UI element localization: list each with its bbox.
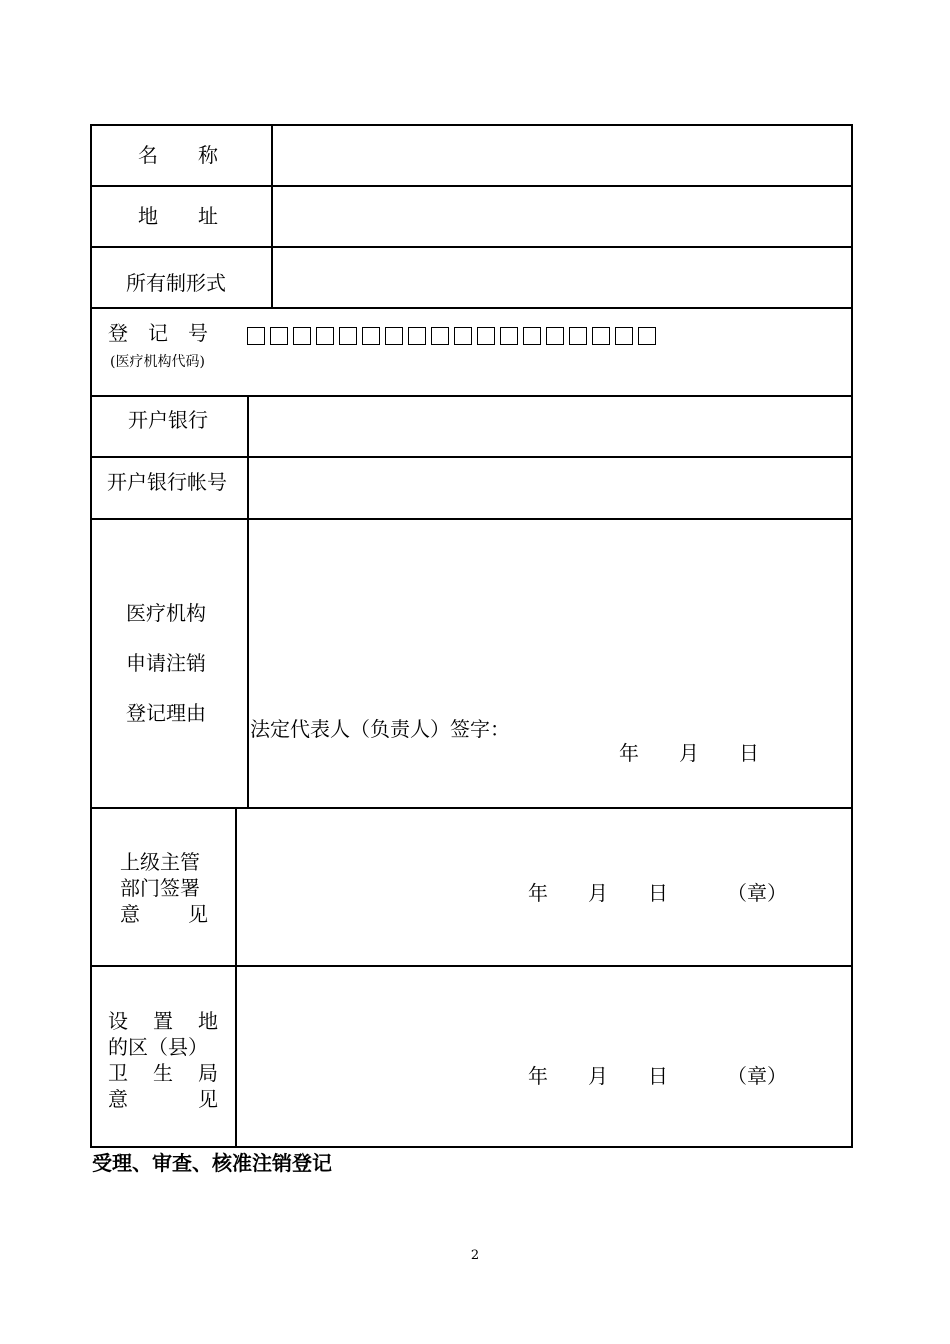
- footer-heading: 受理、审查、核准注销登记: [92, 1151, 332, 1175]
- health-bureau-label: [108, 1008, 218, 1112]
- health-label-line-1: [108, 1008, 218, 1034]
- health-label-char: 设: [108, 1009, 128, 1033]
- column-divider: [247, 395, 249, 808]
- signature-label: 法定代表人（负责人）签字：: [250, 717, 510, 741]
- health-label-line-3: [108, 1060, 218, 1086]
- supervisor-label-line-1: 上级主管: [120, 850, 200, 874]
- supervisor-label-line-3: [120, 901, 208, 927]
- registration-code-box[interactable]: [477, 327, 495, 345]
- table-border-bottom: [90, 1146, 853, 1148]
- registration-code-box[interactable]: [408, 327, 426, 345]
- registration-code-box[interactable]: [385, 327, 403, 345]
- registration-code-box[interactable]: [270, 327, 288, 345]
- address-label: 地 址: [138, 204, 218, 228]
- column-divider: [235, 807, 237, 1148]
- reason-label-line-2: 申请注销: [126, 651, 206, 675]
- health-label-char: 置: [153, 1009, 173, 1033]
- health-seal: （章）: [727, 1064, 787, 1088]
- registration-code-box[interactable]: [592, 327, 610, 345]
- ownership-label: 所有制形式: [126, 271, 226, 295]
- row-divider: [90, 456, 853, 458]
- health-date: 年 月 日: [528, 1064, 668, 1088]
- row-divider: [90, 395, 853, 397]
- registration-code-box[interactable]: [615, 327, 633, 345]
- registration-sublabel: (医疗机构代码): [110, 354, 205, 370]
- health-label-char: 地: [198, 1009, 218, 1033]
- supervisor-date: 年 月 日: [528, 881, 668, 905]
- reason-date: 年 月 日: [619, 741, 759, 765]
- reason-label-line-1: 医疗机构: [126, 601, 206, 625]
- row-divider: [90, 246, 853, 248]
- registration-code-box[interactable]: [638, 327, 656, 345]
- supervisor-label-line-2: 部门签署: [120, 876, 200, 900]
- registration-code-box[interactable]: [454, 327, 472, 345]
- reason-label-line-3: 登记理由: [126, 701, 206, 725]
- health-label-line-4: [108, 1086, 218, 1112]
- table-border-top: [90, 124, 853, 126]
- registration-code-box[interactable]: [362, 327, 380, 345]
- registration-label: 登 记 号: [108, 321, 208, 345]
- registration-code-box[interactable]: [431, 327, 449, 345]
- name-label: 名 称: [138, 143, 218, 167]
- page-number: 2: [470, 1248, 480, 1263]
- health-label-char: 局: [198, 1061, 218, 1085]
- registration-code-box[interactable]: [316, 327, 334, 345]
- row-divider: [90, 185, 853, 187]
- registration-code-box[interactable]: [546, 327, 564, 345]
- supervisor-label: [120, 849, 208, 927]
- supervisor-label-char: 见: [188, 902, 208, 926]
- supervisor-label-char: 意: [120, 902, 140, 926]
- registration-code-boxes[interactable]: [247, 327, 656, 345]
- table-border-left: [90, 124, 92, 1148]
- registration-code-box[interactable]: [247, 327, 265, 345]
- row-divider: [90, 307, 853, 309]
- health-label-char: 意: [108, 1087, 128, 1111]
- bank-label: 开户银行: [128, 408, 208, 432]
- registration-code-box[interactable]: [569, 327, 587, 345]
- column-divider: [271, 124, 273, 308]
- table-border-right: [851, 124, 853, 1148]
- registration-code-box[interactable]: [523, 327, 541, 345]
- row-divider: [90, 965, 853, 967]
- bank-account-label: 开户银行帐号: [107, 470, 227, 494]
- health-label-char: 生: [153, 1061, 173, 1085]
- row-divider: [90, 518, 853, 520]
- health-label-line-2: 的区（县）: [108, 1035, 208, 1059]
- health-label-char: 卫: [108, 1061, 128, 1085]
- registration-code-box[interactable]: [500, 327, 518, 345]
- registration-code-box[interactable]: [293, 327, 311, 345]
- health-label-char: 见: [198, 1087, 218, 1111]
- supervisor-seal: （章）: [727, 881, 787, 905]
- registration-code-box[interactable]: [339, 327, 357, 345]
- row-divider: [90, 807, 853, 809]
